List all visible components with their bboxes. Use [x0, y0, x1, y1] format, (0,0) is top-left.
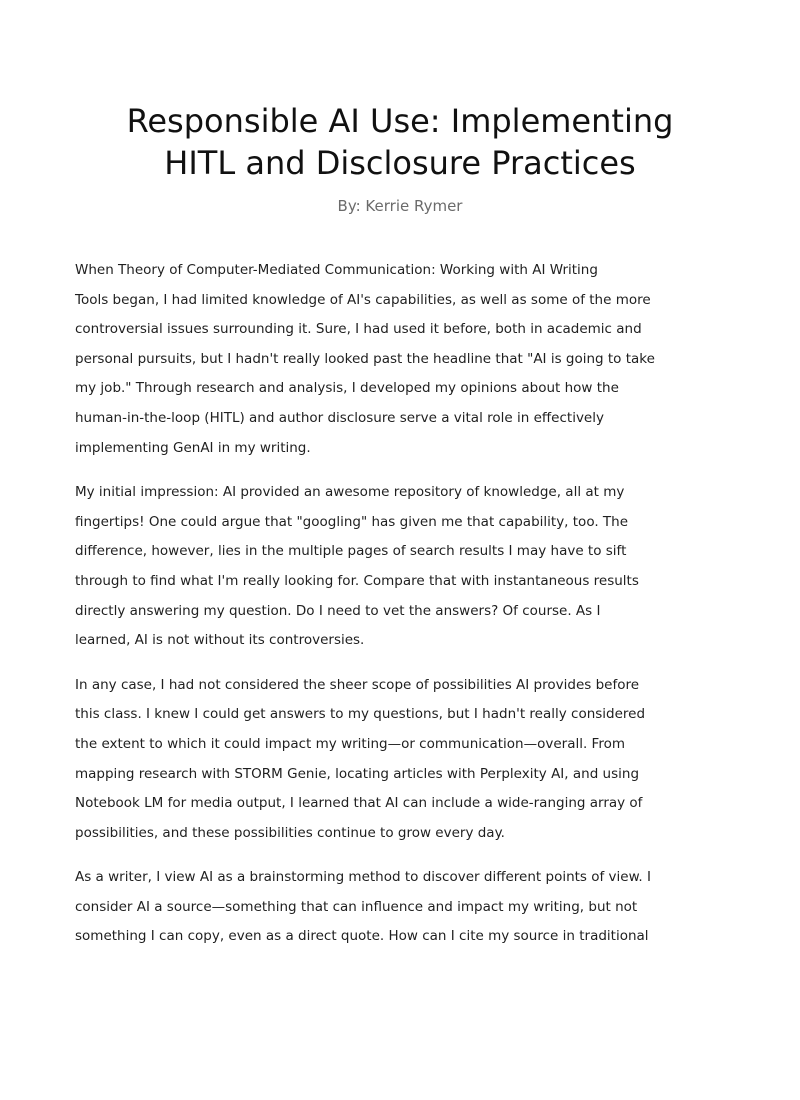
text-line: something I can copy, even as a direct quote. How can I cite my source in traditional: [75, 928, 649, 945]
text-line: controversial issues surrounding it. Sure, I had used it before, both in academic and: [75, 321, 642, 338]
title-line: Responsible AI Use: Implementing: [126, 102, 674, 140]
text-line: through to find what I'm really looking for. Compare that with instantaneous results: [75, 572, 639, 589]
text-line: Tools began, I had limited knowledge of AI's capabilities, as well as some of the more: [75, 291, 651, 308]
document-body: [75, 256, 735, 967]
text-line: difference, however, lies in the multiple pages of search results I may have to sift: [75, 543, 627, 560]
text-line: the extent to which it could impact my writing—or communication—overall. From: [75, 735, 625, 752]
text-line: implementing GenAI in my writing.: [75, 439, 311, 456]
text-line: In any case, I had not considered the sheer scope of possibilities AI provides before: [75, 676, 640, 693]
text-line: learned, AI is not without its controversies.: [75, 632, 365, 649]
paragraph-2: [75, 478, 735, 656]
text-line: human-in-the-loop (HITL) and author disclosure serve a vital role in effectively: [75, 409, 604, 426]
text-line: mapping research with STORM Genie, locating articles with Perplexity AI, and using: [75, 765, 640, 782]
text-line: Notebook LM for media output, I learned that AI can include a wide-ranging array of: [75, 795, 643, 812]
text-line: My initial impression: AI provided an awesome repository of knowledge, all at my: [75, 484, 625, 501]
paragraph-4: [75, 863, 735, 952]
document-title: [0, 100, 800, 184]
text-line: As a writer, I view AI as a brainstorming method to discover different points of view. I: [75, 869, 651, 886]
text-line: When Theory of Computer-Mediated Communication: Working with AI Writing: [75, 262, 598, 278]
text-line: my job." Through research and analysis, I developed my opinions about how the: [75, 380, 619, 397]
text-line: this class. I knew I could get answers to my questions, but I hadn't really considered: [75, 706, 646, 723]
text-line: directly answering my question. Do I need to vet the answers? Of course. As I: [75, 602, 601, 619]
author-byline: By: Kerrie Rymer: [337, 197, 463, 215]
text-line: possibilities, and these possibilities continue to grow every day.: [75, 824, 505, 841]
paragraph-3: [75, 671, 735, 849]
text-line: personal pursuits, but I hadn't really looked past the headline that "AI is going to take: [75, 350, 655, 367]
text-line: fingertips! One could argue that "googling" has given me that capability, too. The: [75, 513, 629, 530]
title-line: HITL and Disclosure Practices: [164, 144, 636, 182]
paragraph-1: [75, 256, 735, 463]
text-line: consider AI a source—something that can influence and impact my writing, but not: [75, 898, 638, 915]
